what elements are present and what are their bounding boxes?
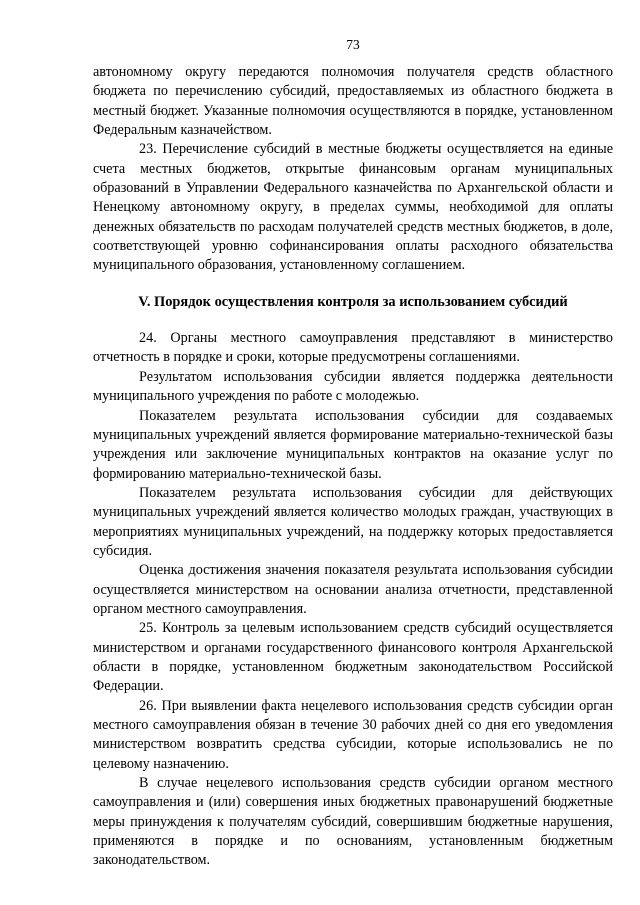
paragraph-indicator-new: Показателем результата использования субсидии для создаваемых муниципальных учреждений является формирование материально-технической базы учреждения или заключение муниципальных контрактов на оказание услуг по формированию материально-технической базы. [93,407,613,482]
paragraph-result: Результатом использования субсидии является поддержка деятельности муниципального учреждения по работе с молодежью. [93,368,613,405]
paragraph-misuse: В случае нецелевого использования средств субсидии органом местного самоуправления и (или) совершения иных бюджетных правонарушений бюджетные меры принуждения к получателям субсидий, совершившим бюджетные нарушения, применяются в порядке и по основаниям, установленным бюджетным законодательством. [93,775,613,869]
section-heading: V. Порядок осуществления контроля за использованием субсидий [138,293,568,310]
paragraph-24: 24. Органы местного самоуправления представляют в министерство отчетность в порядке и сроки, которые предусмотрены соглашениями. [93,330,613,366]
paragraph-continuation: автономному округу передаются полномочия получателя средств областного бюджета по перечислению субсидий, предоставляемых из областного бюджета в местный бюджет. Указанные полномочия осуществляются в порядке, установленном Федеральным казначейством. [93,64,613,139]
document-body [93,63,613,871]
paragraph-25: 25. Контроль за целевым использованием средств субсидий осуществляется министерством и органами государственного финансового контроля Архангельской области в порядке, установленном бюджетным законодательством Российской Федерации. [93,620,613,695]
paragraph-assessment: Оценка достижения значения показателя результата использования субсидии осуществляется министерством на основании анализа отчетности, представленной органом местного самоуправления. [93,562,613,617]
paragraph-indicator-existing: Показателем результата использования субсидии для действующих муниципальных учреждений является количество молодых граждан, участвующих в мероприятиях муниципальных учреждений, на поддержку которых предоставляется субсидия. [93,484,613,559]
paragraph-23: 23. Перечисление субсидий в местные бюджеты осуществляется на единые счета местных бюджетов, открытые финансовым органам муниципальных образований в Управлении Федерального казначейства по Архангельской области и Ненецкому автономному округу, в пределах суммы, необходимой для оплаты денежных обязательств по расходам получателей средств местных бюджетов, в доле, соответствующей уровню софинансирования оплаты расходного обязательства муниципального образования, установленному соглашением. [93,141,613,274]
document-page [93,0,613,905]
page-number: 73 [346,37,360,52]
paragraph-26: 26. При выявлении факта нецелевого использования средств субсидии орган местного самоуправления обязан в течение 30 рабочих дней со дня его уведомления министерством возвратить средства субсидии, которые использовались не по целевому назначению. [93,697,613,772]
